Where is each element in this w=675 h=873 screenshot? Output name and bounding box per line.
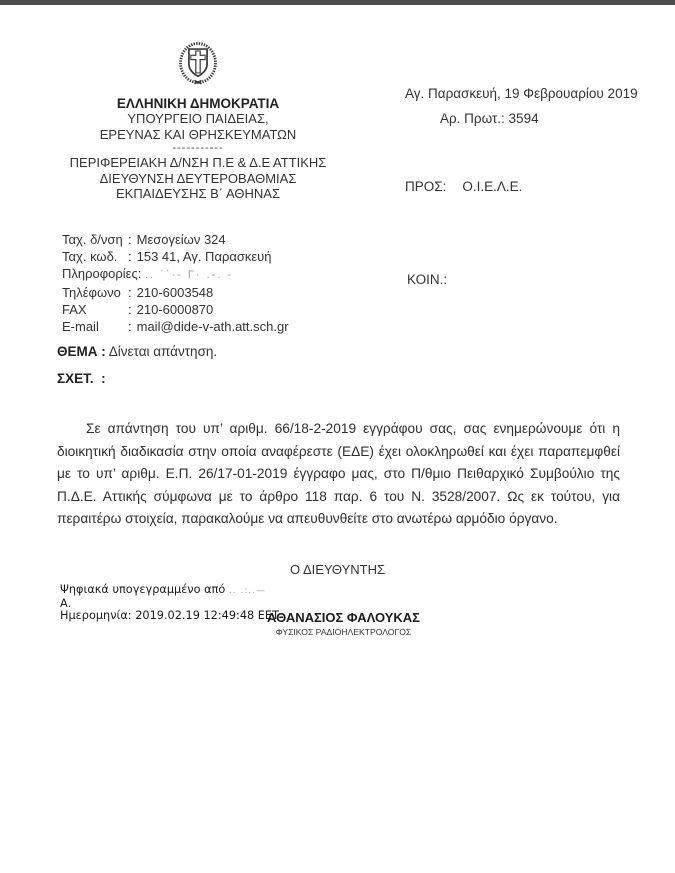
contact-label: Τηλέφωνο xyxy=(62,285,121,300)
contact-row-email xyxy=(62,318,289,335)
subject-label: ΘΕΜΑ : xyxy=(57,344,106,359)
contact-value: 210-6003548 xyxy=(136,285,214,300)
contact-colon: : xyxy=(128,302,132,317)
document-date: Αγ. Παρασκευή, 19 Φεβρουαρίου 2019 xyxy=(405,86,638,101)
contact-row-fax xyxy=(62,301,289,318)
letterhead-directorate-3: ΕΚΠΑΙΔΕΥΣΗΣ Β΄ ΑΘΗΝΑΣ xyxy=(116,186,280,201)
stamp-line-3: Ημερομηνία: 2019.02.19 12:49:48 EET xyxy=(60,609,279,623)
signer-name: ΑΘΑΝΑΣΙΟΣ ΦΑΛΟΥΚΑΣ xyxy=(267,610,420,625)
contact-colon: : xyxy=(128,249,132,264)
subject-text: Δίνεται απάντηση. xyxy=(108,344,218,359)
digital-signature-stamp xyxy=(60,584,279,623)
protocol-number: Αρ. Πρωτ.: 3594 xyxy=(440,111,539,126)
contact-colon: : xyxy=(128,285,132,300)
redacted-text: .. .:..— xyxy=(228,586,267,596)
redacted-text: .. ΄΄·- Γ· .-. - xyxy=(144,269,234,281)
contact-label: E-mail xyxy=(62,319,99,334)
reference-label: ΣΧΕΤ. : xyxy=(57,371,106,386)
letterhead-directorate-2: ΔΙΕΥΘΥΝΣΗ ΔΕΥΤΕΡΟΒΑΘΜΙΑΣ xyxy=(99,170,297,186)
stamp-line-2: Α. xyxy=(60,596,72,610)
viewer-top-edge xyxy=(0,0,675,5)
contact-row-phone xyxy=(62,284,289,301)
letterhead-ministry-1: ΥΠΟΥΡΓΕΙΟ ΠΑΙΔΕΙΑΣ, xyxy=(127,111,269,126)
letterhead-divider: ----------- xyxy=(172,142,224,154)
letterhead xyxy=(37,40,359,202)
letterhead-republic: ΕΛΛΗΝΙΚΗ ΔΗΜΟΚΡΑΤΙΑ xyxy=(116,95,280,111)
recipient-line xyxy=(405,179,522,194)
contact-value: 210-6000870 xyxy=(136,302,214,317)
contact-colon: : xyxy=(128,232,132,247)
recipient-value: Ο.Ι.Ε.Λ.Ε. xyxy=(462,179,523,194)
contact-value: 153 41, Αγ. Παρασκευή xyxy=(136,249,272,264)
cc-label: ΚΟΙΝ.: xyxy=(407,272,448,287)
contact-value: Μεσογείων 324 xyxy=(136,232,226,247)
signature-title: Ο ΔΙΕΥΘΥΝΤΗΣ xyxy=(289,562,386,577)
recipient-label: ΠΡΟΣ: xyxy=(405,179,447,194)
contact-row-address xyxy=(62,231,289,248)
letterhead-ministry-2: ΕΡΕΥΝΑΣ ΚΑΙ ΘΡΗΣΚΕΥΜΑΤΩΝ xyxy=(99,126,297,142)
signer-block xyxy=(256,610,431,637)
contact-label: Ταχ. κωδ. xyxy=(62,249,118,264)
greek-emblem-icon xyxy=(37,40,359,90)
signer-role: ΦΥΣΙΚΟΣ ΡΑΔΙΟΗΛΕΚΤΡΟΛΟΓΟΣ xyxy=(275,627,412,637)
contact-label: Πληροφορίες: xyxy=(62,266,142,281)
letterhead-directorate-1: ΠΕΡΙΦΕΡΕΙΑΚΗ Δ/ΝΣΗ Π.Ε & Δ.Ε ΑΤΤΙΚΗΣ xyxy=(69,155,327,170)
contact-colon: : xyxy=(128,319,132,334)
email-address: mail@dide-v-ath.att.sch.gr xyxy=(136,319,289,334)
contact-info-block xyxy=(62,231,289,335)
body-paragraph: Σε απάντηση του υπ’ αριθμ. 66/18-2-2019 εγγράφου σας, σας ενημερώνουμε ότι η διοικητική διαδικασία στην οποία αναφέρεστε (ΕΔΕ) έχει ολοκληρωθεί και έχει παραπεμφθεί με το υπ’ αριθμ. Ε.Π. 26/17-01-2019 έγγραφο μας, στο Π/θμιο Πειθαρχικό Συμβούλιο της Π.Δ.Ε. Αττικής σύμφωνα με το άρθρο 118 παρ. 6 του Ν. 3528/2007. Ως εκ τούτου, για περαιτέρω στοιχεία, παρακαλούμε να απευθυνθείτε στο ανωτέρω αρμόδιο όργανο. xyxy=(57,421,620,527)
stamp-signed-by: Ψηφιακά υπογεγραμμένο από xyxy=(60,583,226,596)
contact-label: Ταχ. δ/νση xyxy=(62,232,123,247)
contact-label: FAX xyxy=(62,302,87,317)
stamp-line-1 xyxy=(60,584,279,598)
contact-row-information xyxy=(62,265,289,284)
contact-row-postcode xyxy=(62,248,289,265)
subject-line xyxy=(57,344,217,359)
